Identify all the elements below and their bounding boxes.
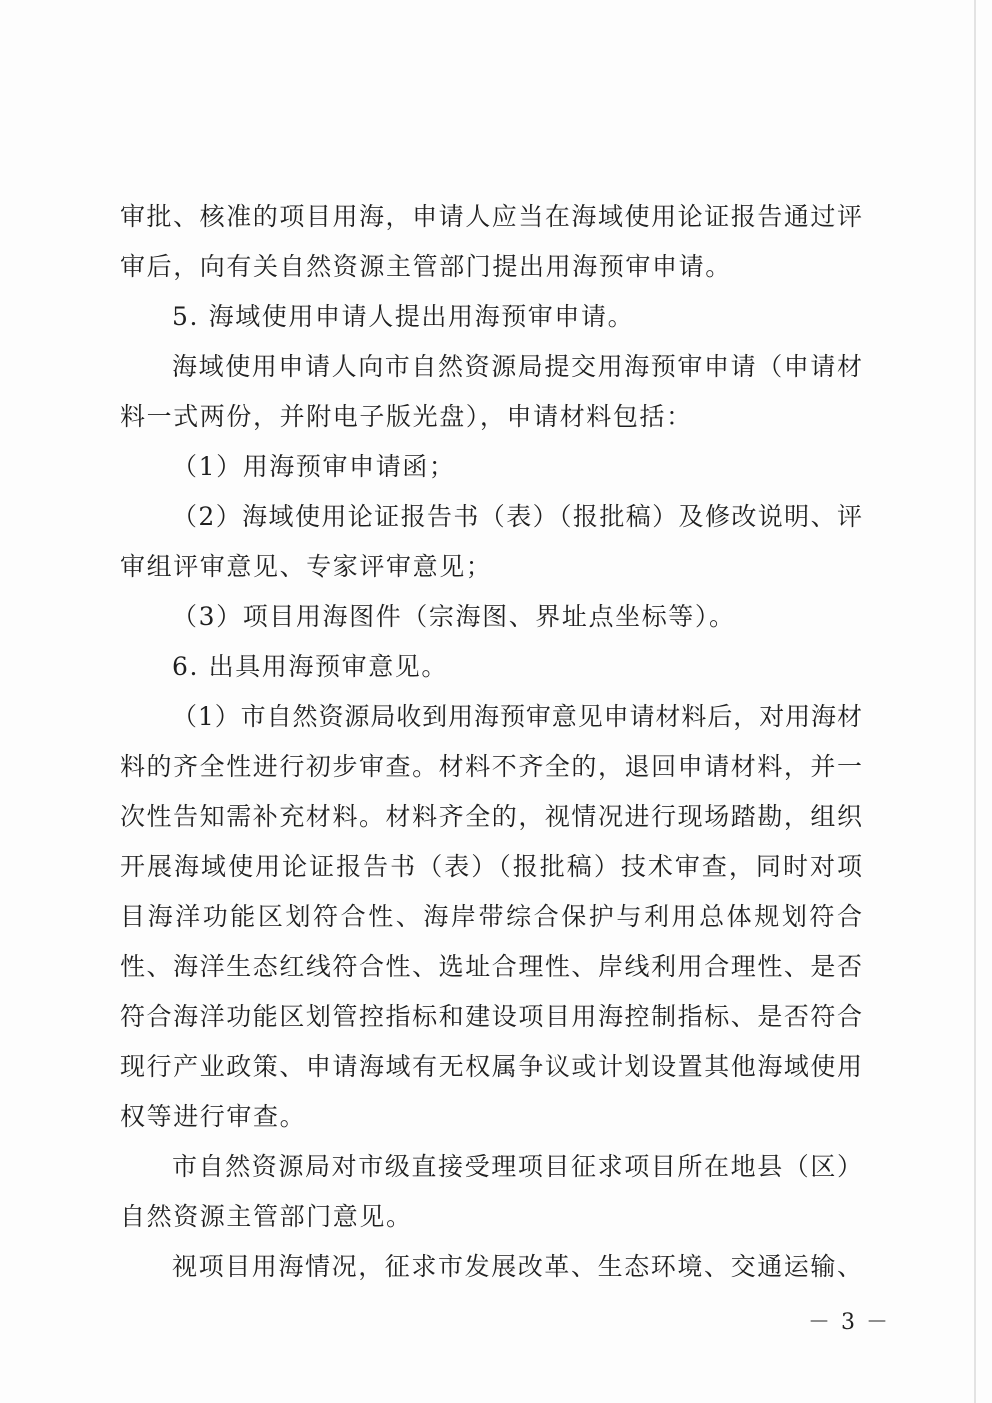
section-heading-5: 5. 海域使用申请人提出用海预审申请。 <box>172 302 635 331</box>
body-line-2: 审后，向有关自然资源主管部门提出用海预审申请。 <box>120 252 732 281</box>
consultation-paragraph-line-3: 视项目用海情况，征求市发展改革、生态环境、交通运输、 <box>172 1252 862 1281</box>
list-item-2: （2）海域使用论证报告书（表）（报批稿）及修改说明、评 <box>172 502 862 531</box>
review-paragraph-line-9: 权等进行审查。 <box>120 1102 307 1131</box>
list-item-3: （3）项目用海图件（宗海图、界址点坐标等）。 <box>172 602 736 631</box>
consultation-paragraph-line-2: 自然资源主管部门意见。 <box>120 1202 413 1231</box>
review-paragraph-line-5: 目海洋功能区划符合性、海岸带综合保护与利用总体规划符合 <box>120 902 862 931</box>
list-item-2-continued: 审组评审意见、专家评审意见； <box>120 552 493 581</box>
list-item-1: （1）用海预审申请函； <box>172 452 456 481</box>
body-line-1: 审批、核准的项目用海，申请人应当在海域使用论证报告通过评 <box>120 202 862 231</box>
body-line-4: 海域使用申请人向市自然资源局提交用海预审申请（申请材 <box>172 352 862 381</box>
review-paragraph-line-6: 性、海洋生态红线符合性、选址合理性、岸线利用合理性、是否 <box>120 952 862 981</box>
scan-edge-shadow <box>974 0 976 1403</box>
page-number: － 3 － <box>808 1310 890 1335</box>
review-paragraph-line-3: 次性告知需补充材料。材料齐全的，视情况进行现场踏勘，组织 <box>120 802 862 831</box>
review-paragraph-line-1: （1）市自然资源局收到用海预审意见申请材料后，对用海材 <box>172 702 862 731</box>
review-paragraph-line-8: 现行产业政策、申请海域有无权属争议或计划设置其他海域使用 <box>120 1052 862 1081</box>
body-line-5: 料一式两份，并附电子版光盘），申请材料包括： <box>120 402 693 431</box>
section-heading-6: 6. 出具用海预审意见。 <box>172 652 449 681</box>
review-paragraph-line-7: 符合海洋功能区划管控指标和建设项目用海控制指标、是否符合 <box>120 1002 862 1031</box>
review-paragraph-line-4: 开展海域使用论证报告书（表）（报批稿）技术审查，同时对项 <box>120 852 862 881</box>
review-paragraph-line-2: 料的齐全性进行初步审查。材料不齐全的，退回申请材料，并一 <box>120 752 862 781</box>
consultation-paragraph-line-1: 市自然资源局对市级直接受理项目征求项目所在地县（区） <box>172 1152 862 1181</box>
